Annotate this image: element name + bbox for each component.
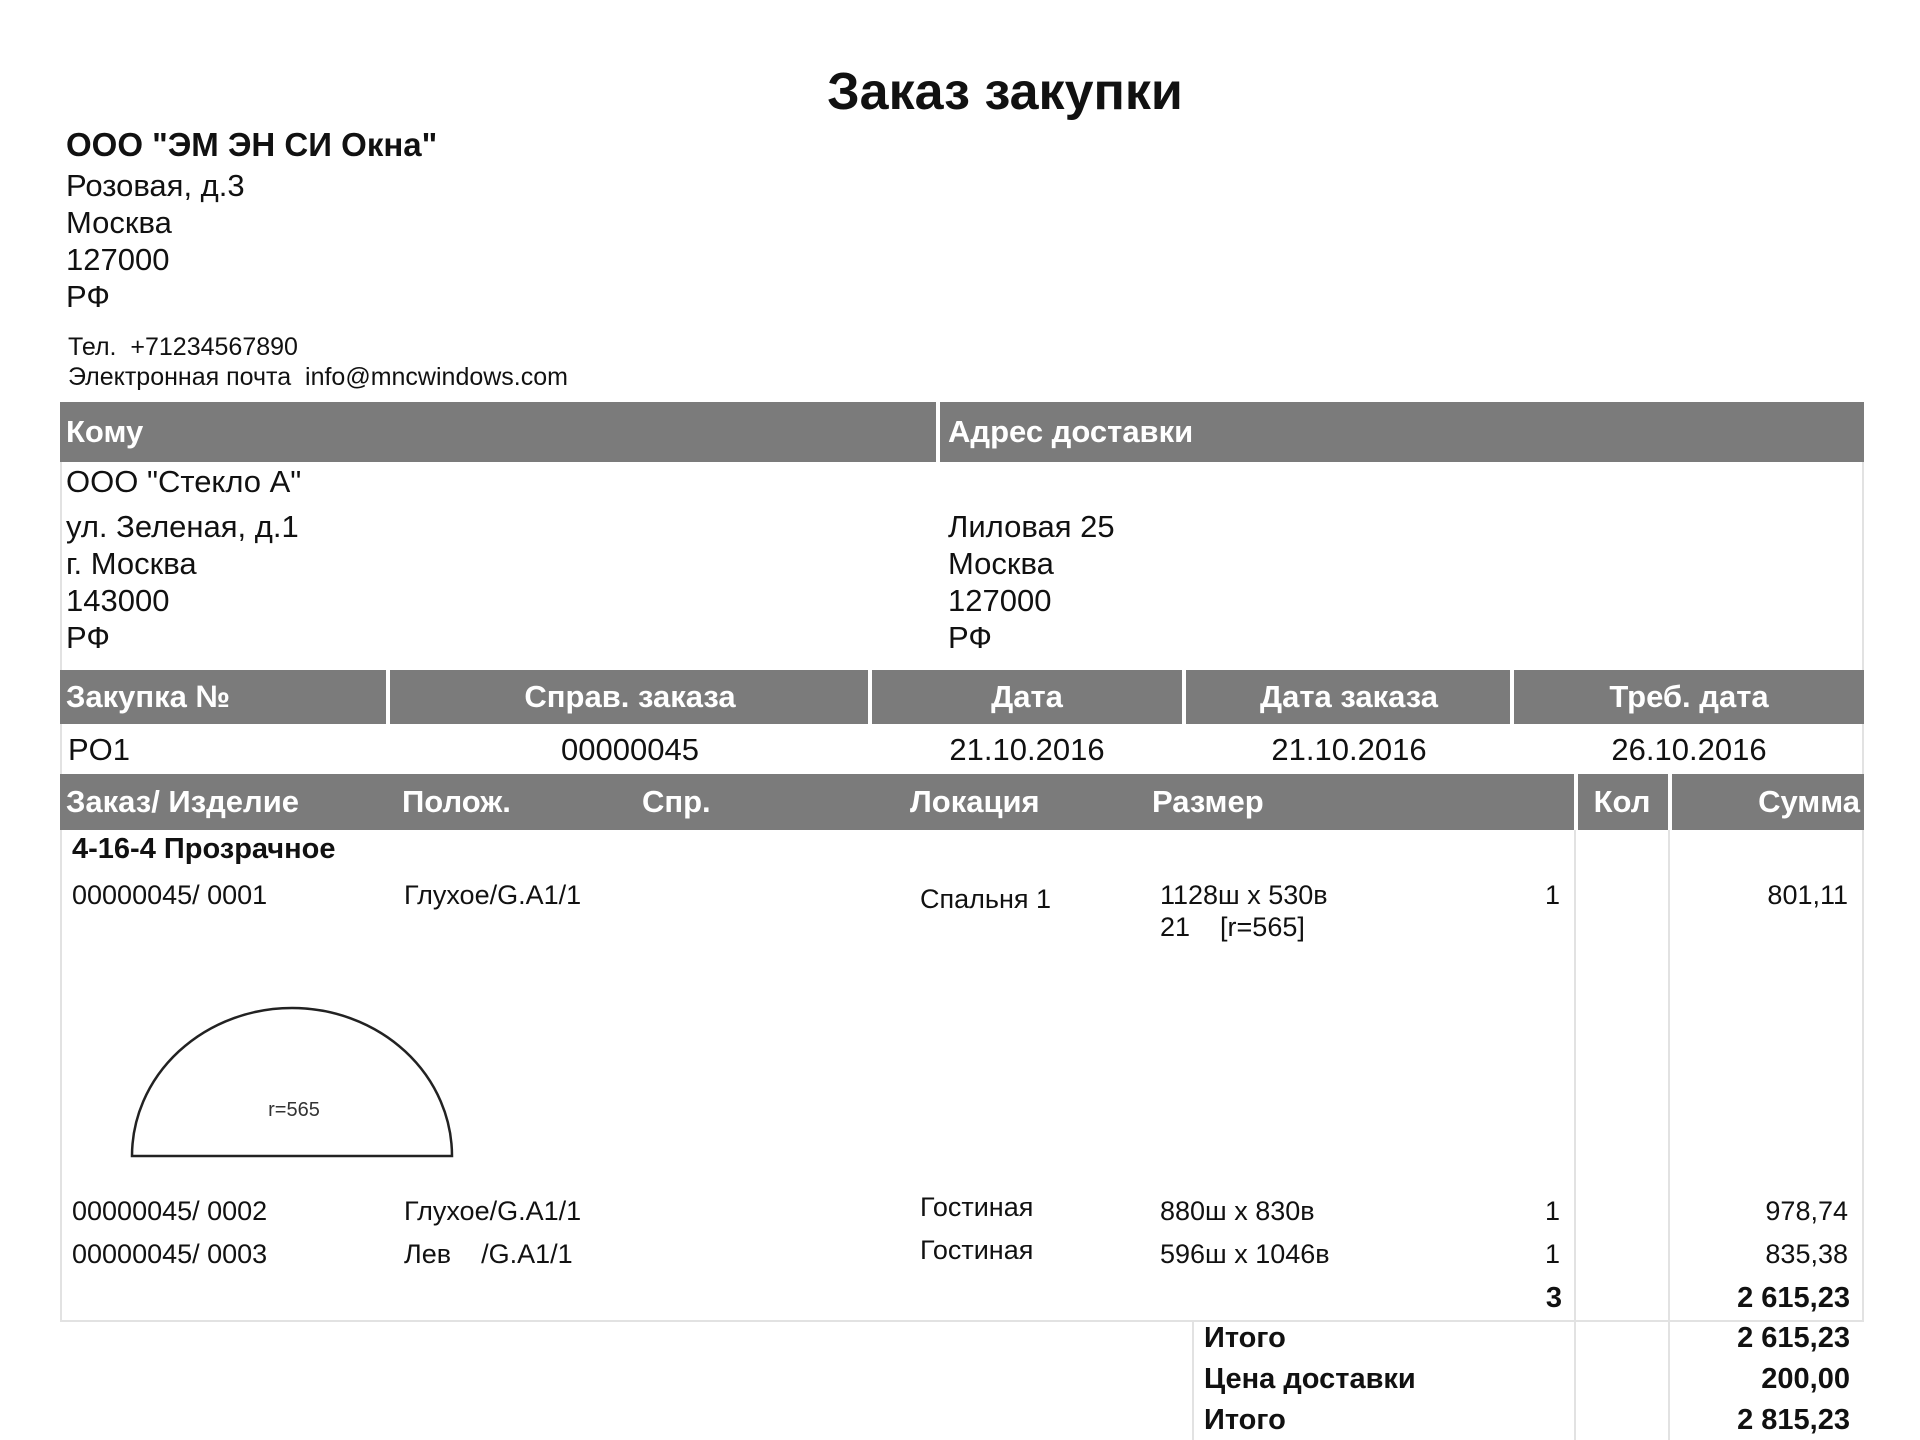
row2-position: Глухое/G.A1/1	[404, 1196, 582, 1226]
row2-order: 00000045/ 0002	[72, 1196, 268, 1226]
row3-qty: 1	[1544, 1239, 1560, 1269]
row2-qty: 1	[1544, 1196, 1560, 1226]
phone-value: +71234567890	[130, 333, 298, 361]
row1-position: Глухое/G.A1/1	[404, 880, 582, 910]
delivery-header: Адрес доставки	[948, 414, 1194, 449]
row3-size: 596ш x 1046в	[1160, 1239, 1330, 1269]
required-date-header: Треб. дата	[1609, 679, 1769, 714]
to-street: ул. Зеленая, д.1	[66, 509, 299, 544]
to-name: ООО "Стекло А"	[66, 464, 302, 499]
supplier-street: Розовая, д.3	[66, 168, 245, 203]
qty-header: Кол	[1593, 784, 1651, 819]
date-header: Дата	[991, 679, 1063, 714]
amount-header: Сумма	[1758, 784, 1860, 819]
delivery-street: Лиловая 25	[948, 509, 1115, 544]
to-header: Кому	[66, 414, 144, 449]
location-header: Локация	[910, 784, 1040, 819]
row3-location: Гостиная	[920, 1235, 1034, 1265]
total-qty: 3	[1545, 1282, 1562, 1314]
to-city: г. Москва	[66, 546, 197, 581]
position-header: Полож.	[402, 784, 511, 819]
table-total-amount: 2 615,23	[1737, 1282, 1850, 1314]
supplier-email-row	[68, 363, 568, 392]
order-ref: 00000045	[561, 732, 699, 767]
purchase-number: PO1	[68, 732, 131, 767]
row1-qty: 1	[1544, 880, 1560, 910]
supplier-country: РФ	[66, 279, 110, 314]
order-date-value: 21.10.2016	[1271, 732, 1427, 767]
document-title: Заказ закупки	[827, 63, 1183, 121]
row3-order: 00000045/ 0003	[72, 1239, 268, 1269]
row2-location: Гостиная	[920, 1192, 1034, 1222]
delivery-zip: 127000	[948, 583, 1052, 618]
supplier-phone-row	[68, 333, 298, 362]
address-header-bar	[60, 402, 1864, 462]
order-item-header: Заказ/ Изделие	[66, 784, 300, 819]
row3-position: Лев /G.A1/1	[404, 1239, 573, 1269]
supplier-city: Москва	[66, 205, 172, 240]
order-ref-header: Справ. заказа	[524, 679, 736, 714]
delivery-price-label: Цена доставки	[1204, 1363, 1416, 1395]
row1-size: 1128ш x 530в	[1160, 880, 1328, 910]
items-header-bar	[60, 774, 1864, 830]
order-date-header: Дата заказа	[1260, 679, 1438, 714]
grand-total-value: 2 815,23	[1737, 1404, 1850, 1436]
row3-amount: 835,38	[1765, 1239, 1848, 1269]
order-info-header-bar	[60, 670, 1864, 724]
delivery-country: РФ	[948, 620, 992, 655]
email-label: Электронная почта	[68, 363, 292, 391]
subtotal-value: 2 615,23	[1737, 1322, 1850, 1354]
delivery-city: Москва	[948, 546, 1054, 581]
grand-total-label: Итого	[1204, 1404, 1286, 1436]
row2-size: 880ш x 830в	[1160, 1196, 1315, 1226]
subtotal-label: Итого	[1204, 1322, 1286, 1354]
to-country: РФ	[66, 620, 110, 655]
ref-header: Спр.	[642, 784, 711, 819]
supplier-name: ООО "ЭМ ЭН СИ Окна"	[66, 126, 438, 163]
row1-amount: 801,11	[1767, 880, 1848, 910]
drawing-radius-label: r=565	[268, 1099, 320, 1121]
date-value: 21.10.2016	[949, 732, 1105, 767]
row1-location: Спальня 1	[920, 884, 1052, 914]
to-zip: 143000	[66, 583, 170, 618]
arch-window-drawing	[124, 1000, 464, 1166]
purchase-number-header: Закупка №	[66, 679, 231, 714]
email-value: info@mncwindows.com	[305, 363, 568, 391]
required-date-value: 26.10.2016	[1611, 732, 1767, 767]
phone-label: Тел.	[68, 333, 117, 361]
row1-order: 00000045/ 0001	[72, 880, 268, 910]
row1-size-detail: 21 [r=565]	[1160, 912, 1305, 942]
size-header: Размер	[1152, 784, 1264, 819]
product-group-title: 4-16-4 Прозрачное	[72, 833, 336, 865]
supplier-zip: 127000	[66, 242, 170, 277]
row2-amount: 978,74	[1765, 1196, 1848, 1226]
delivery-price-value: 200,00	[1761, 1363, 1850, 1395]
